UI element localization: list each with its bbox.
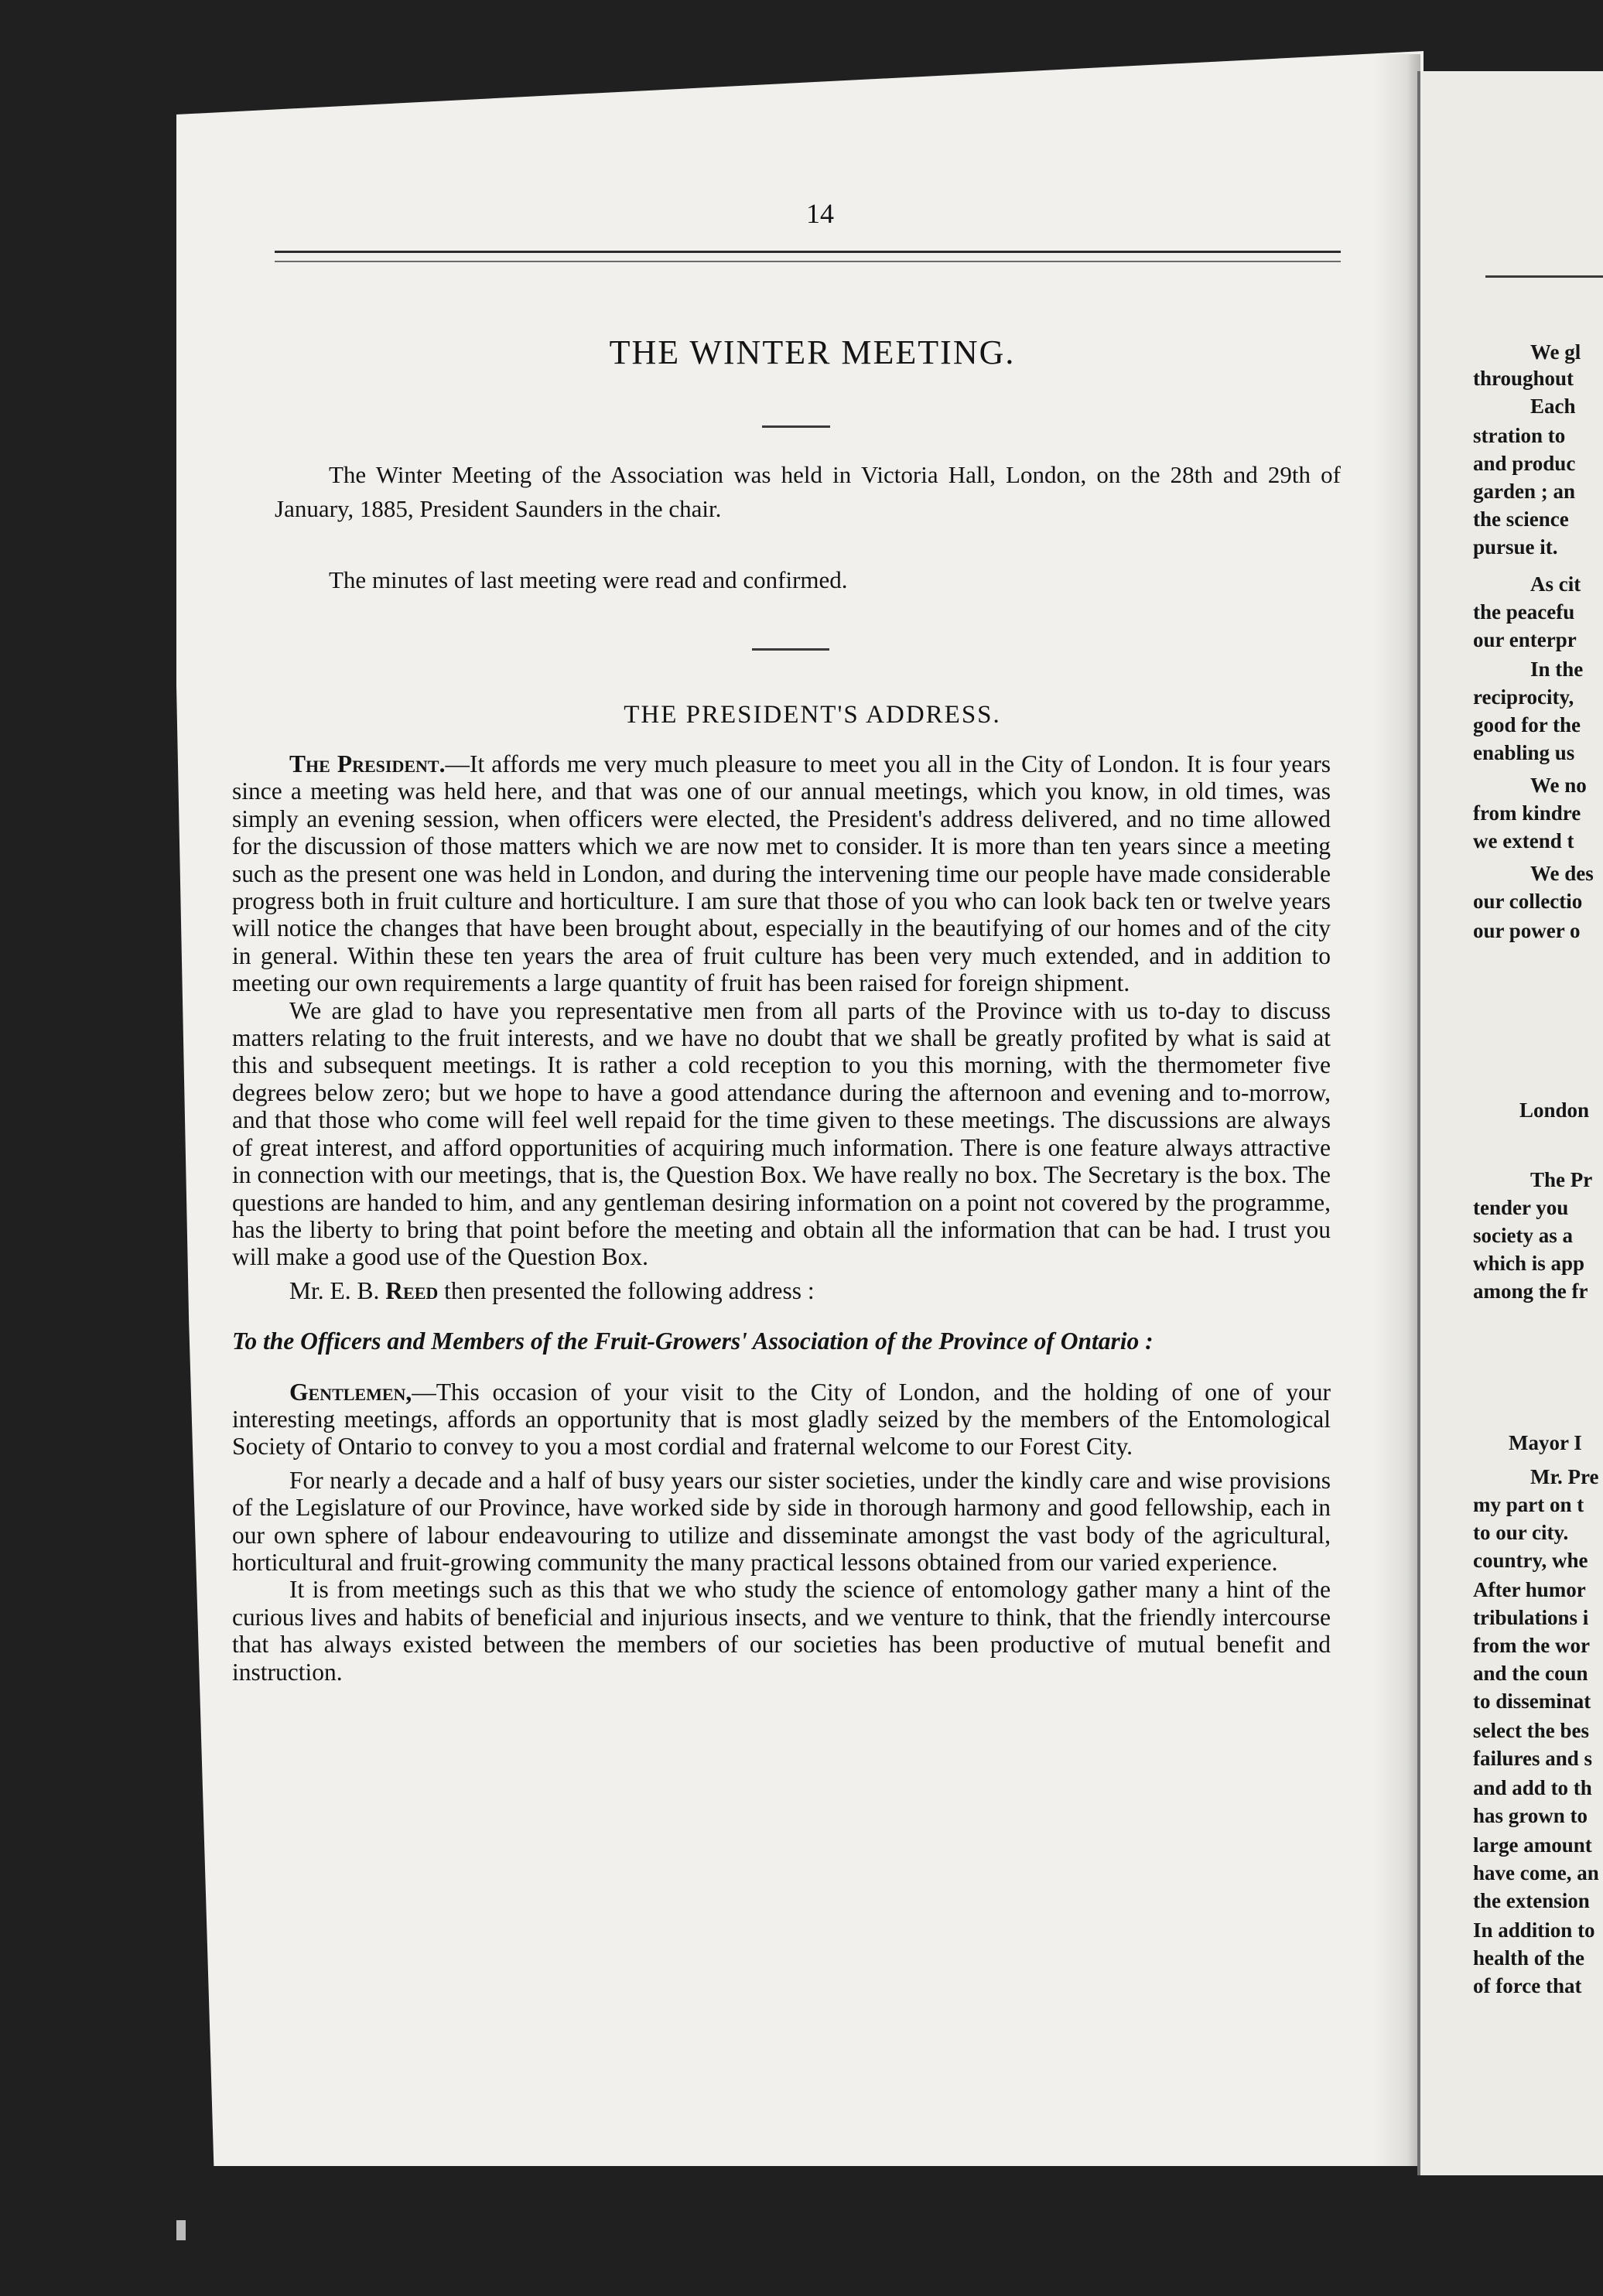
right-page-line: has grown to (1473, 1804, 1588, 1827)
right-page-line: In addition to (1473, 1918, 1595, 1942)
right-page-line: from kindre (1473, 801, 1581, 825)
address-heading: THE PRESIDENT'S ADDRESS. (624, 701, 1001, 729)
right-page-line: tribulations i (1473, 1606, 1589, 1629)
reed-paragraph: Mr. E. B. Reed then presented the following address : (289, 1276, 815, 1304)
right-page-line: our power o (1473, 919, 1581, 942)
right-page-line: country, whe (1473, 1549, 1588, 1572)
intro-paragraph: The Winter Meeting of the Association was held in Victoria Hall, London, on the 28th and 29th of January, 1885, President Saunders in the chair. (275, 461, 1341, 522)
welcome-paragraph: We are glad to have you representative men from all parts of the Province with us to-day to discuss matters relating to the fruit interests, and we have no doubt that we shall be greatly profited by what is said at this and subsequent meetings. It is rather a cold reception to you this morning, with the thermometer five degrees below zero; but we hope to have a good attendance during the afternoon and evening and to-morrow, and that those who come will feel well repaid for the time given to these meetings. The discussions are always of great interest, and afford opportunities of acquiring much information. There is one feature always attractive in connection with our meetings, that is, the Question Box. We have really no box. The Secretary is the box. The questions are handed to him, and any gentleman desiring information on a point not covered by the programme, has the liberty to bring that point before the meeting and obtain all the information that can be had. I trust you will make a good use of the Question Box. (232, 996, 1331, 1271)
right-page-line: large amount (1473, 1833, 1592, 1857)
title-divider (762, 425, 830, 428)
right-page-line: and add to th (1473, 1776, 1592, 1799)
page-number: 14 (806, 198, 834, 229)
section-divider (752, 648, 829, 651)
right-page-line: We gl (1530, 340, 1581, 364)
right-page-line: select the bes (1473, 1719, 1589, 1742)
right-page-line: garden ; an (1473, 480, 1576, 503)
right-page-line: stration to (1473, 424, 1566, 447)
right-page-line: The Pr (1530, 1168, 1593, 1191)
right-page-line: London (1519, 1098, 1590, 1122)
right-page-line: Each (1530, 395, 1576, 418)
right-page-line: to disseminat (1473, 1690, 1591, 1713)
right-page-line: enabling us (1473, 741, 1575, 764)
right-page-line: We des (1530, 862, 1594, 885)
right-page-line: society as a (1473, 1224, 1573, 1247)
right-page-rule (1485, 275, 1603, 278)
address-salutation: To the Officers and Members of the Fruit-Growers' Association of the Province of Ontario : (232, 1327, 1154, 1355)
minutes-paragraph: The minutes of last meeting were read and confirmed. (329, 566, 848, 593)
body-text (232, 750, 1331, 1686)
right-page-line: We no (1530, 774, 1587, 797)
header-rule (275, 251, 1341, 262)
societies-paragraph: For nearly a decade and a half of busy years our sister societies, under the kindly care and wise provisions of the Legislature of our Province, have worked side by side in thorough harmony and good fellowship, each in our own sphere of labour endeavouring to utilize and disseminate amongst the vast body of the agricultural, horticultural and fruit-growing community the many practical lessons obtained from our varied experience. (232, 1466, 1331, 1576)
right-page-line: tender you (1473, 1196, 1569, 1219)
right-page-line: pursue it. (1473, 535, 1558, 559)
right-page-line: Mr. Pre (1530, 1465, 1599, 1488)
right-page-line: from the wor (1473, 1634, 1590, 1657)
right-page-line: failures and s (1473, 1747, 1593, 1770)
book-gutter (1374, 54, 1420, 2166)
right-page-line: of force that (1473, 1974, 1582, 1997)
right-page-line: Mayor I (1509, 1431, 1582, 1454)
speaker-name: The President. (289, 750, 446, 777)
president-paragraph: The President.—It affords me very much pleasure to meet you all in the City of London. It is four years since a meeting was held here, and that was one of our annual meetings, which you know, in old times, was simply an evening session, when officers were elected, the President's address delivered, and no time allowed for the discussion of those matters which we are now met to consider. It is more than ten years since a meeting such as the present one was held in London, and during the intervening time our people have made considerable progress both in fruit culture and horticulture. I am sure that those of you who can look back ten or twelve years will notice the changes that have been brought about, especially in the beautifying of our homes and of the city in general. Within these ten years the area of fruit culture has been very much extended, and in addition to meeting our own requirements a large quantity of fruit has been raised for foreign shipment. (232, 750, 1331, 997)
right-page-line: which is app (1473, 1252, 1585, 1275)
right-page-line: we extend t (1473, 829, 1574, 852)
gentlemen-paragraph: Gentlemen,—This occasion of your visit to the City of London, and the holding of one of your interesting meetings, affords an opportunity that is most gladly seized by the members of the Entomological Society of Ontario to convey to you a most cordial and fraternal welcome to our Forest City. (232, 1378, 1331, 1461)
right-page-line: have come, an (1473, 1861, 1599, 1884)
section-title: THE WINTER MEETING. (609, 333, 1016, 371)
right-page-line: good for the (1473, 713, 1581, 736)
right-page-line: In the (1530, 658, 1584, 681)
right-page-line: health of the (1473, 1946, 1584, 1970)
right-page-line: my part on t (1473, 1493, 1584, 1516)
right-page-line: and produc (1473, 452, 1576, 475)
right-page-line: among the fr (1473, 1280, 1588, 1303)
right-page-line: our collectio (1473, 890, 1583, 913)
right-page-line: the science (1473, 507, 1569, 531)
right-page-line: to our city. (1473, 1521, 1569, 1544)
right-page-line: and the coun (1473, 1662, 1588, 1685)
right-page-line: our enterpr (1473, 628, 1577, 651)
right-page-line: the extension (1473, 1889, 1590, 1912)
scan-artifact (176, 2220, 186, 2240)
entomology-paragraph: It is from meetings such as this that we who study the science of entomology gather many a hint of the curious lives and habits of beneficial and injurious insects, and we venture to think, that the friendly intercourse that has always existed between the members of our societies has been productive of mutual benefit and instruction. (232, 1576, 1331, 1686)
right-page-line: After humor (1473, 1578, 1586, 1601)
right-page-line: the peacefu (1473, 600, 1575, 624)
right-page-line: throughout (1473, 367, 1574, 390)
right-page-line: reciprocity, (1473, 685, 1574, 709)
right-page-line: As cit (1530, 572, 1581, 596)
